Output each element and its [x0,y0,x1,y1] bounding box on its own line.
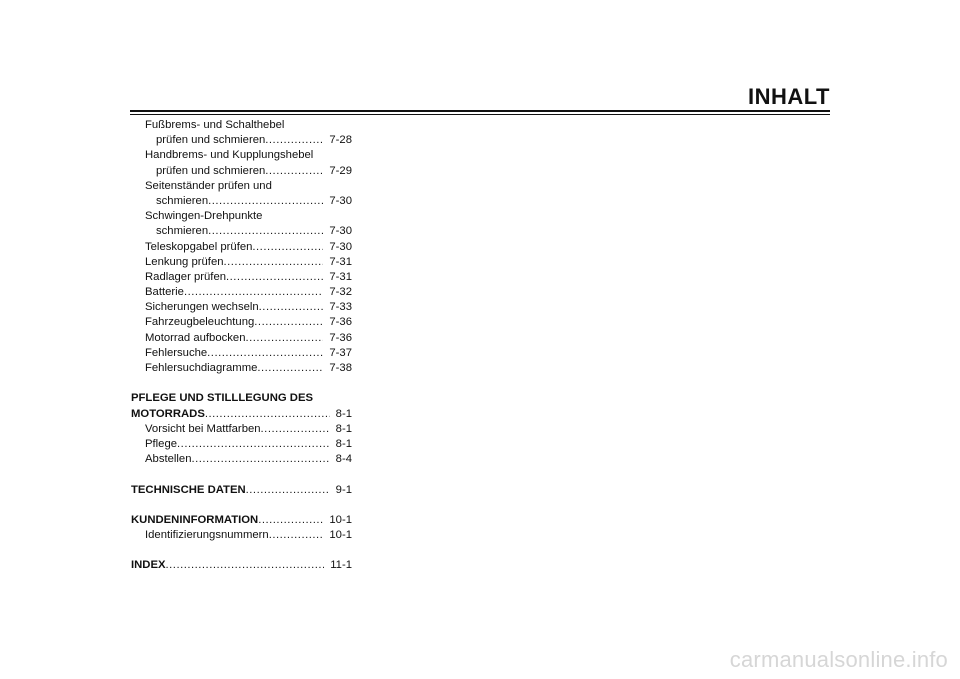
toc-page-number: 7-30 [329,225,352,238]
toc-section-entry[interactable] [131,483,352,498]
toc-page-number: 8-4 [335,453,352,466]
toc-page-number: 9-1 [335,483,352,496]
toc-dot-leader [258,513,323,528]
toc-dot-leader [254,315,323,330]
toc-page-number: 7-36 [329,331,352,344]
header-rule-thin [130,114,830,115]
toc-page-number: 7-37 [329,346,352,359]
toc-page-number: 10-1 [329,529,352,542]
toc-page-number: 7-31 [329,270,352,283]
toc-entry-title: Teleskopgabel prüfen [145,240,253,253]
toc-dot-leader [259,300,324,315]
toc-entry-title: Identifizierungsnummern [145,529,269,542]
toc-dot-leader [252,240,323,255]
toc-dot-leader [246,483,330,498]
toc-entry[interactable] [131,133,352,148]
table-of-contents [131,118,352,574]
toc-entry [131,209,352,224]
header-rule-thick [130,110,830,112]
toc-page-number: 7-36 [329,316,352,329]
toc-entry[interactable] [131,194,352,209]
toc-entry[interactable] [131,331,352,346]
toc-spacer [131,498,352,513]
toc-page-number: 7-32 [329,286,352,299]
toc-entry-title: MOTORRADS [131,407,205,420]
toc-entry[interactable] [131,255,352,270]
toc-entry[interactable] [131,285,352,300]
toc-page-number: 7-29 [329,164,352,177]
toc-entry[interactable] [131,452,352,467]
toc-entry-title: Motorrad aufbocken [145,331,246,344]
toc-entry[interactable] [131,315,352,330]
toc-dot-leader [265,164,323,179]
toc-entry-title: schmieren [156,225,209,238]
toc-section-entry[interactable] [131,513,352,528]
toc-dot-leader [166,558,325,573]
toc-entry-title: prüfen und schmieren [156,164,266,177]
toc-entry[interactable] [131,164,352,179]
toc-page-number: 8-1 [335,437,352,450]
toc-entry-title: Vorsicht bei Mattfarben [145,422,261,435]
toc-section-entry[interactable] [131,558,352,573]
toc-page-number: 7-30 [329,240,352,253]
watermark: carmanualsonline.info [729,647,948,672]
toc-entry [131,118,352,133]
toc-dot-leader [177,437,330,452]
toc-dot-leader [269,528,324,543]
toc-dot-leader [207,346,323,361]
toc-entry-title: Schwingen-Drehpunkte [145,210,263,223]
toc-entry-title: Fehlersuche [145,346,208,359]
toc-entry [131,148,352,163]
toc-entry-title: PFLEGE UND STILLLEGUNG DES [131,392,314,405]
toc-entry[interactable] [131,240,352,255]
toc-entry-title: Pflege [145,437,178,450]
toc-entry-title: Abstellen [145,453,192,466]
toc-dot-leader [257,361,323,376]
toc-entry-title: INDEX [131,559,166,572]
page-title: INHALT [747,84,830,109]
toc-entry[interactable] [131,437,352,452]
toc-entry-title: Lenkung prüfen [145,255,224,268]
toc-dot-leader [208,194,323,209]
toc-section-entry [131,391,352,406]
toc-dot-leader [224,255,324,270]
toc-entry [131,179,352,194]
toc-entry-title: KUNDENINFORMATION [131,513,259,526]
toc-entry-title: prüfen und schmieren [156,134,266,147]
toc-entry-title: Batterie [145,286,184,299]
toc-entry-title: Fußbrems- und Schalthebel [145,119,285,131]
toc-entry[interactable] [131,422,352,437]
toc-entry[interactable] [131,300,352,315]
toc-dot-leader [265,133,323,148]
toc-entry[interactable] [131,270,352,285]
toc-page-number: 7-28 [329,134,352,147]
toc-entry-title: Fahrzeugbeleuchtung [145,316,255,329]
toc-dot-leader [245,331,323,346]
toc-entry-title: Sicherungen wechseln [145,301,259,314]
toc-page-number: 7-38 [329,362,352,374]
toc-page-number: 7-33 [329,301,352,314]
toc-dot-leader [208,224,323,239]
toc-entry-title: TECHNISCHE DATEN [131,483,246,496]
toc-dot-leader [205,407,330,422]
toc-page-number: 7-30 [329,194,352,207]
toc-page-number: 11-1 [330,559,352,572]
toc-dot-leader [184,285,323,300]
toc-entry-title: Handbrems- und Kupplungshebel [145,149,314,162]
toc-spacer [131,376,352,391]
toc-dot-leader [261,422,330,437]
toc-section-entry[interactable] [131,407,352,422]
toc-dot-leader [226,270,323,285]
toc-dot-leader [191,452,329,467]
toc-entry[interactable] [131,361,352,376]
toc-entry-title: Fehlersuchdiagramme [145,362,258,374]
toc-page-number: 8-1 [335,407,352,420]
toc-spacer [131,543,352,558]
toc-entry-title: Radlager prüfen [145,270,227,283]
toc-page-number: 7-31 [329,255,352,268]
toc-page-number: 10-1 [329,513,352,526]
toc-entry[interactable] [131,224,352,239]
toc-entry-title: Seitenständer prüfen und [145,179,272,192]
toc-spacer [131,467,352,482]
toc-entry[interactable] [131,346,352,361]
toc-page-number: 8-1 [335,422,352,435]
toc-entry-title: schmieren [156,194,209,207]
toc-entry[interactable] [131,528,352,543]
